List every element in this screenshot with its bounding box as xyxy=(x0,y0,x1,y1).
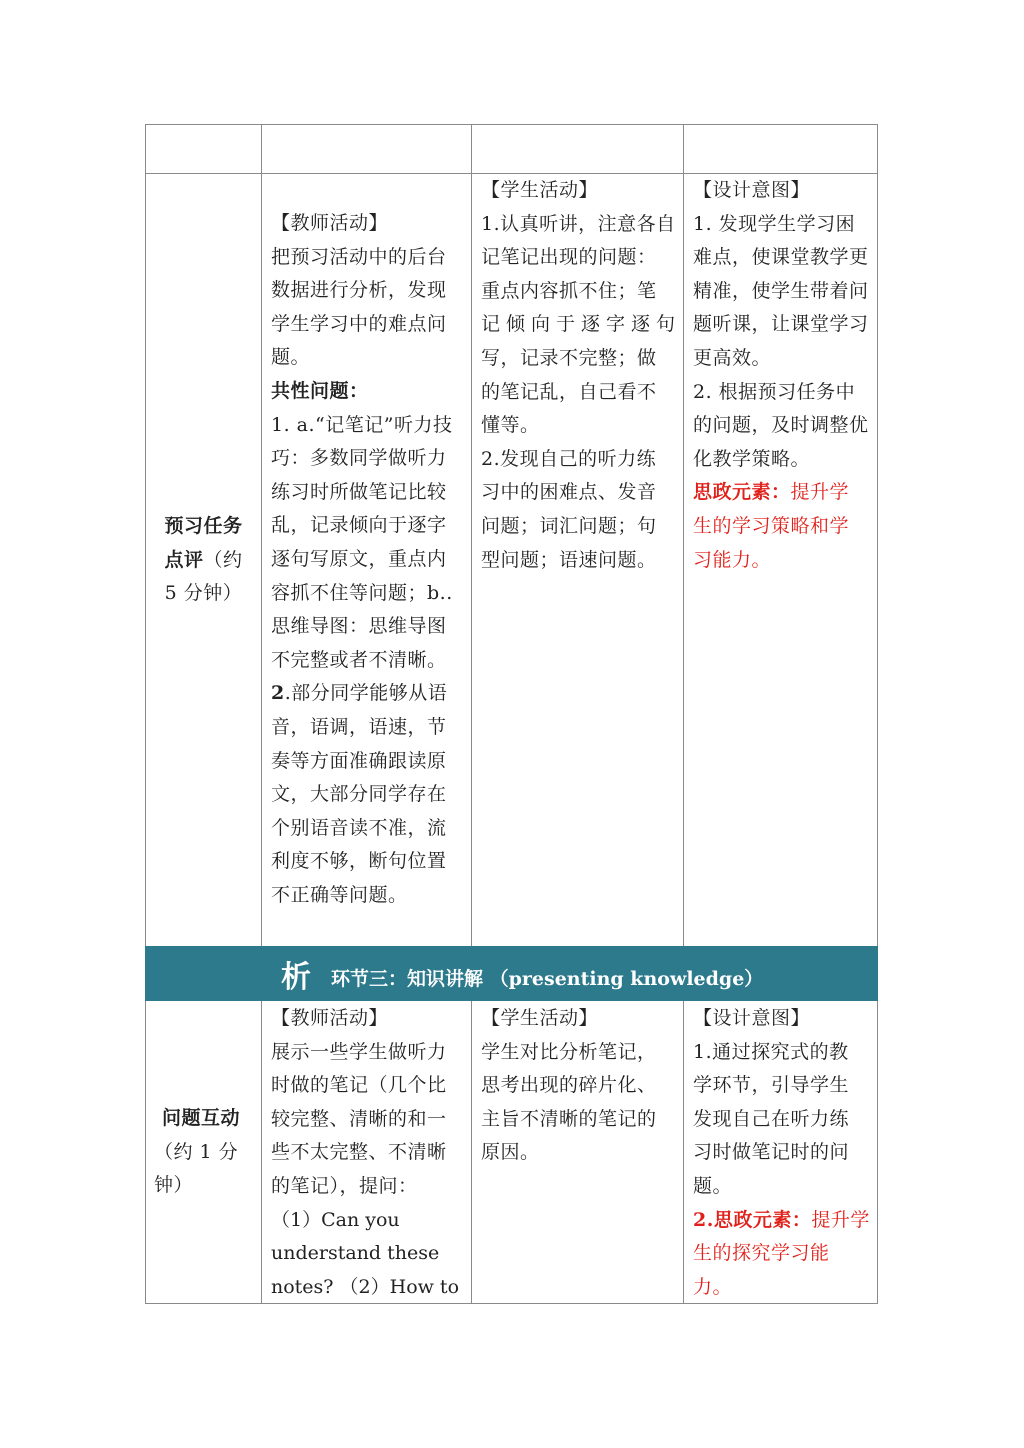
student-heading: 【学生活动】 xyxy=(481,1007,599,1029)
ideology-label: 思政元素： xyxy=(693,481,791,504)
text-line: 巧：多数同学做听力 xyxy=(271,447,447,470)
table-border xyxy=(877,124,878,947)
text-line: 主旨不清晰的笔记的 xyxy=(481,1107,657,1130)
item-number: 2 xyxy=(271,682,285,705)
table-border xyxy=(145,1001,146,1304)
text-line: 展示一些学生做听力 xyxy=(271,1040,447,1063)
text-line: 1. 发现学生学习困 xyxy=(693,212,856,235)
text-line: 不正确等问题。 xyxy=(271,883,408,906)
text-line: 重点内容抓不住；笔 xyxy=(481,279,657,302)
label-bold: 预习任务 xyxy=(164,515,243,537)
teacher-heading: 【教师活动】 xyxy=(271,212,389,234)
table-border xyxy=(261,1001,262,1304)
banner-char: 析 xyxy=(281,960,311,995)
ideology-line: 习能力。 xyxy=(693,548,772,571)
text-line: 学环节，引导学生 xyxy=(693,1074,850,1097)
label-line: 钟） xyxy=(154,1174,194,1197)
text-line: 2. 根据预习任务中 xyxy=(693,380,856,403)
text-line: 利度不够，断句位置 xyxy=(271,850,447,873)
text-line: 题听课，让课堂学习 xyxy=(693,313,869,336)
ideology-line: 生的学习策略和学 xyxy=(693,514,850,537)
teacher-activity-cell-2 xyxy=(271,1002,459,1304)
text-line: 文，大部分同学存在 xyxy=(271,783,447,806)
table-border xyxy=(471,1001,472,1304)
text-line: 数据进行分析，发现 xyxy=(271,279,447,302)
ideology-line: 力。 xyxy=(693,1275,733,1298)
text-line: （1）Can you xyxy=(271,1208,400,1231)
label-line: 5 分钟） xyxy=(164,582,243,605)
ideology-text: 提升学 xyxy=(790,481,850,504)
text-line: 习中的困难点、发音 xyxy=(481,481,657,504)
text-line: 思维导图：思维导图 xyxy=(271,615,447,638)
text-line: 记倾向于逐字逐句 xyxy=(481,313,682,336)
text-line: 把预习活动中的后台 xyxy=(271,245,447,268)
text-line: 时做的笔记（几个比 xyxy=(271,1074,447,1097)
ideology-text: 提升学 xyxy=(811,1208,870,1231)
text-line: 懂等。 xyxy=(481,414,540,437)
text-line: 原因。 xyxy=(481,1141,540,1164)
text-line: 练习时所做笔记比较 xyxy=(271,480,447,503)
text-line: 更高效。 xyxy=(693,346,772,369)
label-bold: 问题互动 xyxy=(162,1107,241,1129)
text-line: understand these xyxy=(271,1242,440,1265)
text-line: 个别语音读不准，流 xyxy=(271,816,447,839)
text-line: 思考出现的碎片化、 xyxy=(481,1074,657,1097)
label-rest: （约 xyxy=(203,548,243,571)
ideology-label: 2.思政元素： xyxy=(693,1208,812,1231)
text-part: .部分同学能够从语 xyxy=(284,682,448,705)
design-intent-cell-2 xyxy=(693,1002,870,1304)
text-line: 写，记录不完整；做 xyxy=(481,346,657,369)
teacher-heading: 【教师活动】 xyxy=(271,1007,389,1029)
text-line: 音，语调，语速，节 xyxy=(271,715,447,738)
table-border xyxy=(683,1001,684,1304)
text-line: 问题；词汇问题；句 xyxy=(481,514,657,537)
text-line: 1.通过探究式的教 xyxy=(693,1040,849,1063)
text-line: 些不太完整、不清晰 xyxy=(271,1141,447,1164)
text-line: 学生对比分析笔记， xyxy=(481,1040,657,1063)
text-line: 型问题；语速问题。 xyxy=(481,548,657,571)
table-border xyxy=(877,1001,878,1304)
common-issues-heading: 共性问题： xyxy=(271,379,369,402)
student-heading: 【学生活动】 xyxy=(481,179,599,201)
text-line: 题。 xyxy=(693,1174,733,1197)
teacher-activity-cell xyxy=(271,207,453,912)
text-line: 的笔记乱，自己看不 xyxy=(481,380,657,403)
text-line: 奏等方面准确跟读原 xyxy=(271,749,447,772)
text-line: 乱，记录倾向于逐字 xyxy=(271,514,447,537)
text-line: 1. a.“记笔记”听力技 xyxy=(271,413,453,436)
text-line: 记笔记出现的问题： xyxy=(481,246,657,269)
text-line: 发现自己在听力练 xyxy=(693,1107,850,1130)
text-line: 的问题，及时调整优 xyxy=(693,414,869,437)
text-line: 化教学策略。 xyxy=(693,447,811,470)
ideology-line: 生的探究学习能 xyxy=(693,1242,830,1265)
text-line: 逐句写原文，重点内 xyxy=(271,547,447,570)
design-heading: 【设计意图】 xyxy=(693,1007,811,1029)
text-line: notes? （2）How to xyxy=(271,1275,460,1298)
text-line: 题。 xyxy=(271,346,311,369)
label-line: （约 1 分 xyxy=(154,1140,239,1163)
text-line: 1.认真听讲，注意各自 xyxy=(481,212,676,235)
text-line: 不完整或者不清晰。 xyxy=(271,648,447,671)
design-heading: 【设计意图】 xyxy=(693,179,811,201)
table-border xyxy=(471,124,472,947)
table-border xyxy=(261,124,262,947)
student-activity-cell xyxy=(481,174,681,577)
text-line: 学生学习中的难点问 xyxy=(271,312,447,335)
row-label-preview-review xyxy=(146,510,261,611)
label-bold-part: 点评 xyxy=(164,548,204,571)
text-line: 2.发现自己的听力练 xyxy=(481,447,657,470)
text-line: 的笔记），提问： xyxy=(271,1174,418,1197)
banner-title: 环节三：知识讲解 （presenting knowledge） xyxy=(331,968,764,990)
table-border xyxy=(145,124,878,125)
text-line: 精准，使学生带着问 xyxy=(693,279,869,302)
text-line: 习时做笔记时的问 xyxy=(693,1141,850,1164)
section-banner xyxy=(145,946,878,1001)
student-activity-cell-2 xyxy=(481,1002,657,1170)
row-label-question-interaction xyxy=(154,1102,261,1203)
table-border xyxy=(683,124,684,947)
design-intent-cell xyxy=(693,174,869,577)
text-line: 容抓不住等问题；b.. xyxy=(271,581,453,604)
text-line: 难点，使课堂教学更 xyxy=(693,246,869,269)
text-line: 较完整、清晰的和一 xyxy=(271,1107,447,1130)
